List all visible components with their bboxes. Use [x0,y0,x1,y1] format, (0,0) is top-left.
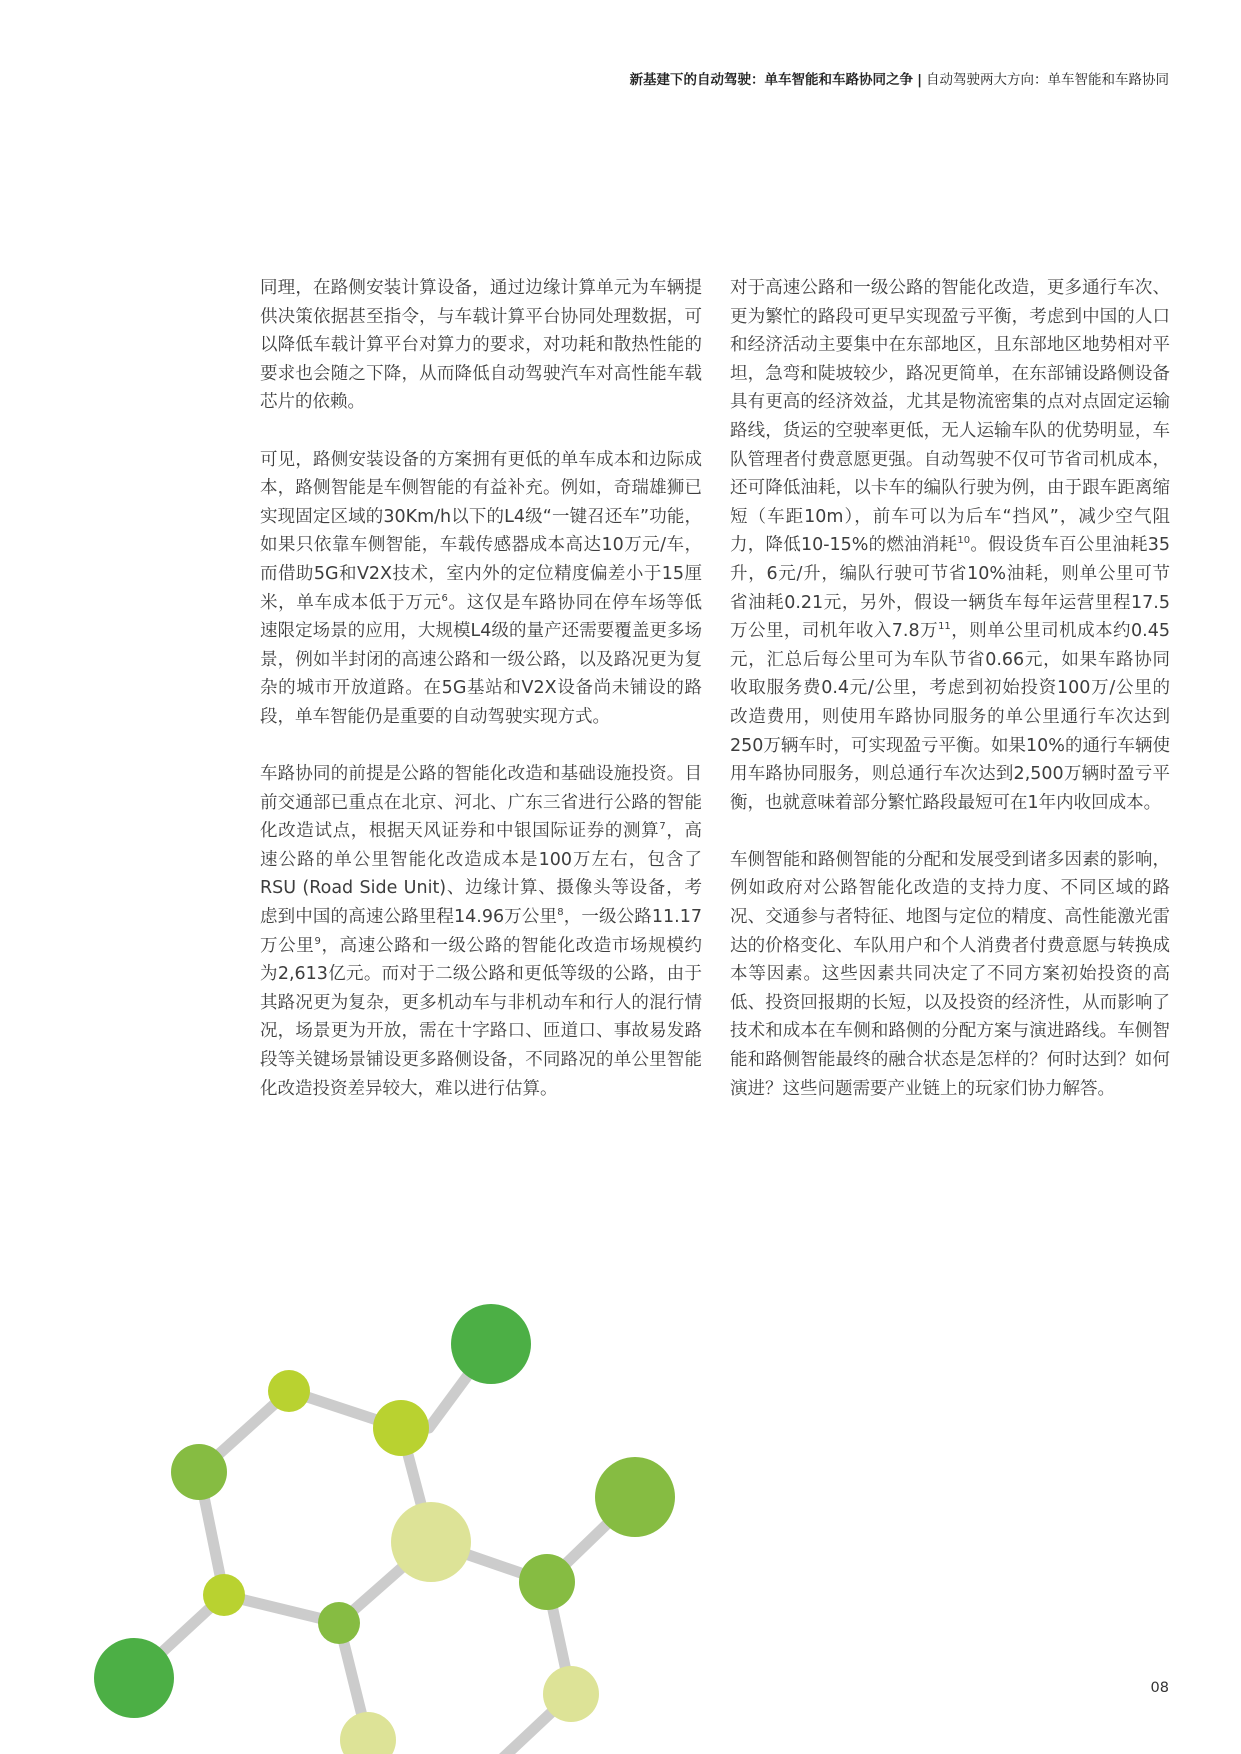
text-segment: ，高速公路和一级公路的智能化改造市场规模约为2,613亿元。而对于二级公路和更低等级的公路，由于其路况更为复杂，更多机动车与非机动车和行人的混行情况，场景更为开放，需在十字路口、匝道口、事故易发路段等关键场景铺设更多路侧设备，不同路况的单公里智能化改造投资差异较大，难以进行估算。 [260,935,702,1099]
atom-circle [543,1666,599,1722]
atom-circle [203,1574,245,1616]
atom-circle [94,1638,174,1718]
page-number: 08 [1150,1680,1169,1696]
atom-circle [340,1712,396,1754]
footnote-ref: 11 [938,621,951,633]
footnote-ref: 8 [557,907,564,919]
atom-circle [595,1457,675,1537]
text-segment: 可见，路侧安装设备的方案拥有更低的单车成本和边际成本，路侧智能是车侧智能的有益补充。例如，奇瑞雄狮已实现固定区域的30Km/h以下的L4级“一键召还车”功能，如果只依靠车侧智能，车载传感器成本高达10万元/车，而借助5G和V2X技术，室内外的定位精度偏差小于15厘米，单车成本低于万元 [260,449,702,613]
header-separator: | [917,72,922,88]
text-segment: 对于高速公路和一级公路的智能化改造，更多通行车次、更为繁忙的路段可更早实现盈亏平衡，考虑到中国的人口和经济活动主要集中在东部地区，且东部地区地势相对平坦，急弯和陡坡较少，路况更简单，在东部铺设路侧设备具有更高的经济效益，尤其是物流密集的点对点固定运输路线，货运的空驶率更低，无人运输车队的优势明显，车队管理者付费意愿更强。自动驾驶不仅可节省司机成本，还可降低油耗，以卡车的编队行驶为例，由于跟车距离缩短（车距10m），前车可以为后车“挡风”，减少空气阻力，降低10-15%的燃油消耗 [730,278,1170,556]
paragraph-factors: 车侧智能和路侧智能的分配和发展受到诸多因素的影响，例如政府对公路智能化改造的支持力度、不同区域的路况、交通参与者特征、地图与定位的精度、高性能激光雷达的价格变化、车队用户和个人消费者付费意愿与转换成本等因素。这些因素共同决定了不同方案初始投资的高低、投资回报期的长短，以及投资的经济性，从而影响了技术和成本在车侧和路侧的分配方案与演进路线。车侧智能和路侧智能最终的融合状态是怎样的？何时达到？如何演进？这些问题需要产业链上的玩家们协力解答。 [730,849,1170,1099]
atom-circle [373,1400,429,1456]
molecule-graphic [0,1280,720,1754]
paragraph-infrastructure-investment [260,760,702,1103]
text-segment: ，则单公里司机成本约0.45元，汇总后每公里可为车队节省0.66元，如果车路协同收取服务费0.4元/公里，考虑到初始投资100万/公里的改造费用，则使用车路协同服务的单公里通行车次达到250万辆车时，可实现盈亏平衡。如果10%的通行车辆使用车路协同服务，则总通行车次达到2,500万辆时盈亏平衡，也就意味着部分繁忙路段最短可在1年内收回成本。 [730,621,1170,813]
footnote-ref: 10 [957,535,971,547]
atom-circle [451,1304,531,1384]
section-title: 自动驾驶两大方向：单车智能和车路协同 [926,72,1169,88]
text-segment: ，一级公路11.17万公里 [260,907,702,956]
footnote-ref: 7 [659,821,666,833]
paragraph-break-even [730,274,1170,817]
atom-circle [519,1554,575,1610]
footnote-ref: 6 [441,592,448,604]
atom-circle [171,1444,227,1500]
right-column [730,274,1170,1103]
text-segment: 。假设货车百公里油耗35升，6元/升，编队行驶可节省10%油耗，则单公里可节省油耗0.21元，另外，假设一辆货车每年运营里程17.5万公里，司机年收入7.8万 [730,535,1170,642]
left-column [260,274,702,1103]
running-header [630,68,1169,88]
text-segment: 。这仅是车路协同在停车场等低速限定场景的应用，大规模L4级的量产还需要覆盖更多场景，例如半封闭的高速公路和一级公路，以及路况更为复杂的城市开放道路。在5G基站和V2X设备尚未铺设的路段，单车智能仍是重要的自动驾驶实现方式。 [260,592,703,727]
report-title: 新基建下的自动驾驶：单车智能和车路协同之争 [629,72,914,88]
molecule-atoms [94,1304,675,1754]
paragraph-edge-computing: 同理，在路侧安装计算设备，通过边缘计算单元为车辆提供决策依据甚至指令，与车载计算平台协同处理数据，可以降低车载计算平台对算力的要求，对功耗和散热性能的要求也会随之下降，从而降低自动驾驶汽车对高性能车载芯片的依赖。 [260,278,702,413]
footnote-ref: 9 [314,935,321,947]
atom-circle [318,1602,360,1644]
text-segment: ，高速公路的单公里智能化改造成本是100万左右，包含了RSU (Road Side Unit)、边缘计算、摄像头等设备，考虑到中国的高速公路里程14.96万公里 [260,821,703,928]
text-segment: 车路协同的前提是公路的智能化改造和基础设施投资。目前交通部已重点在北京、河北、广东三省进行公路的智能化改造试点，根据天风证券和中银国际证券的测算 [260,764,702,842]
paragraph-roadside-cost [260,446,702,732]
atom-circle [391,1502,471,1582]
atom-circle [268,1370,310,1412]
